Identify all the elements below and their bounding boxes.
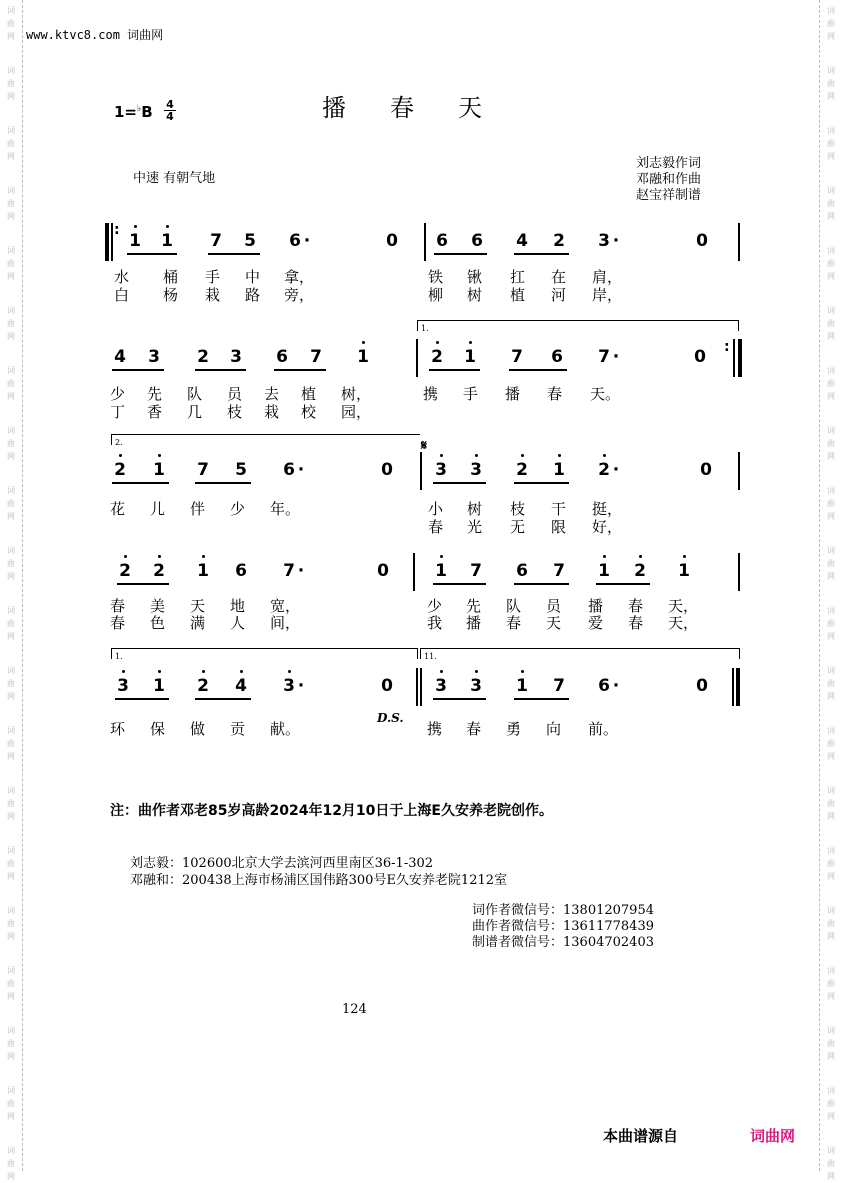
- lyric-verse1: 锹: [467, 268, 483, 286]
- watermark-text: 词 曲 网: [7, 786, 15, 821]
- jianpu-note: 6: [471, 231, 483, 251]
- volta-bracket: [417, 320, 739, 331]
- lyric-verse1: 天。: [590, 385, 621, 403]
- watermark-text: 词 曲 网: [827, 1146, 835, 1181]
- lyric-verse1: 天: [190, 597, 206, 615]
- key-prefix: 1=: [114, 103, 138, 121]
- lyric-verse2: 枝: [227, 403, 243, 421]
- watermark-text: 词 曲 网: [7, 306, 15, 341]
- watermark-text: 词 曲 网: [827, 246, 835, 281]
- key-flat: ♭: [137, 104, 142, 114]
- jianpu-note: 1: [161, 231, 173, 251]
- lyric-verse1: 队: [506, 597, 522, 615]
- song-title: 播春天: [322, 94, 526, 122]
- lyric-verse2: 栽: [264, 403, 280, 421]
- lyric-verse2: 树: [467, 286, 483, 304]
- lyric-verse1: 少: [110, 385, 126, 403]
- lyric-verse2: 天: [546, 614, 562, 632]
- watermark-text: 词 曲 网: [7, 246, 15, 281]
- barline: [111, 223, 113, 261]
- watermark-text: 词 曲 网: [827, 186, 835, 221]
- octave-dot: [558, 454, 561, 457]
- octave-dot: [475, 670, 478, 673]
- jianpu-note: 6: [283, 460, 295, 480]
- watermark-text: 词 曲 网: [827, 366, 835, 401]
- jianpu-note: 2: [197, 347, 209, 367]
- jianpu-note: 2: [114, 460, 126, 480]
- jianpu-note: 0: [386, 231, 398, 251]
- watermark-text: 词 曲 网: [7, 726, 15, 761]
- jianpu-note: 1: [464, 347, 476, 367]
- ds-marking: D.S.: [377, 711, 404, 725]
- jianpu-note: 1: [553, 460, 565, 480]
- lyric-verse1: 员: [546, 597, 562, 615]
- lyric-verse2: 几: [187, 403, 203, 421]
- volta-bracket: [111, 648, 418, 659]
- eighth-beam: [433, 698, 486, 700]
- jianpu-note: 3: [470, 676, 482, 696]
- watermark-text: 词 曲 网: [827, 726, 835, 761]
- watermark-text: 词 曲 网: [827, 906, 835, 941]
- wechat-arranger: 制谱者微信号：13604702403: [472, 935, 654, 950]
- watermark-text: 词 曲 网: [7, 846, 15, 881]
- lyric-verse1: 少: [427, 597, 443, 615]
- lyric-verse1: 扛: [510, 268, 526, 286]
- segno-sign: 𝄋: [421, 438, 428, 454]
- final-barline: [736, 668, 740, 706]
- eighth-beam: [127, 253, 177, 255]
- duration-dot: ·: [297, 561, 305, 581]
- eighth-beam: [112, 369, 164, 371]
- jianpu-note: 2: [431, 347, 443, 367]
- lyric-verse1: 播: [505, 385, 521, 403]
- watermark-text: 词 曲 网: [827, 66, 835, 101]
- jianpu-note: 3: [283, 676, 295, 696]
- jianpu-note: 0: [694, 347, 706, 367]
- duration-dot: ·: [612, 231, 620, 251]
- eighth-beam: [429, 369, 480, 371]
- jianpu-note: 3: [435, 460, 447, 480]
- lyric-verse2: 人: [230, 614, 246, 632]
- watermark-text: 词 曲 网: [827, 1026, 835, 1061]
- octave-dot: [202, 670, 205, 673]
- octave-dot: [603, 454, 606, 457]
- jianpu-note: 5: [244, 231, 256, 251]
- footnote: 注：曲作者邓老85岁高龄2024年12月10日于上海E久安养老院创作。: [110, 803, 553, 819]
- watermark-text: 词 曲 网: [827, 306, 835, 341]
- meter-top: 4: [166, 98, 174, 111]
- eighth-beam: [117, 583, 169, 585]
- eighth-beam: [596, 583, 650, 585]
- lyric-verse1: 春: [110, 597, 126, 615]
- lyric-verse1: 手: [205, 268, 221, 286]
- barline: [420, 668, 422, 706]
- octave-dot: [469, 341, 472, 344]
- lyric-verse2: 间，: [270, 614, 301, 632]
- octave-dot: [521, 454, 524, 457]
- eighth-beam: [514, 253, 569, 255]
- source-label: 本曲谱源自: [603, 1127, 679, 1145]
- lyric-verse1: 员: [227, 385, 243, 403]
- final-barline: [738, 339, 742, 377]
- lyric-verse1: 前。: [588, 720, 619, 738]
- octave-dot: [158, 670, 161, 673]
- duration-dot: ·: [612, 676, 620, 696]
- jianpu-note: 6: [598, 676, 610, 696]
- lyric-verse2: 丁: [110, 403, 126, 421]
- eighth-beam: [195, 698, 251, 700]
- meter-bottom: 4: [164, 110, 176, 122]
- jianpu-note: 6: [289, 231, 301, 251]
- jianpu-note: 0: [700, 460, 712, 480]
- key-signature: [114, 103, 153, 121]
- jianpu-note: 1: [598, 561, 610, 581]
- lyric-verse2: 无: [510, 518, 526, 536]
- lyric-verse2: 好，: [592, 518, 623, 536]
- lyric-verse1: 保: [150, 720, 166, 738]
- watermark-text: 词 曲 网: [7, 1146, 15, 1181]
- jianpu-note: 7: [210, 231, 222, 251]
- watermark-text: 词 曲 网: [7, 1086, 15, 1121]
- eighth-beam: [433, 583, 486, 585]
- octave-dot: [124, 555, 127, 558]
- barline: [738, 553, 740, 591]
- duration-dot: ·: [297, 460, 305, 480]
- lyric-verse1: 环: [110, 720, 126, 738]
- octave-dot: [288, 670, 291, 673]
- lyric-verse1: 铁: [428, 268, 444, 286]
- lyric-verse1: 儿: [150, 500, 166, 518]
- watermark-text: 词 曲 网: [7, 1026, 15, 1061]
- lyric-verse2: 路: [245, 286, 261, 304]
- volta-label: 1.: [421, 324, 429, 333]
- jianpu-note: 3: [470, 460, 482, 480]
- jianpu-note: 7: [310, 347, 322, 367]
- watermark-text: 词 曲 网: [827, 846, 835, 881]
- watermark-text: 词 曲 网: [827, 486, 835, 521]
- lyric-verse1: 地: [230, 597, 246, 615]
- lyric-verse2: 满: [190, 614, 206, 632]
- lyric-verse1: 花: [110, 500, 126, 518]
- jianpu-note: 6: [276, 347, 288, 367]
- wechat-lyricist: 词作者微信号：13801207954: [472, 903, 654, 918]
- lyric-verse2: 香: [147, 403, 163, 421]
- jianpu-note: 4: [114, 347, 126, 367]
- lyric-verse1: 伴: [190, 500, 206, 518]
- lyric-verse1: 去: [264, 385, 280, 403]
- volta-bracket: [111, 434, 420, 445]
- watermark-text: 词 曲 网: [7, 906, 15, 941]
- lyric-verse1: 植: [301, 385, 317, 403]
- lyric-verse1: 枝: [510, 500, 526, 518]
- lyric-verse1: 小: [428, 500, 444, 518]
- eighth-beam: [433, 482, 486, 484]
- watermark-text: 词 曲 网: [7, 66, 15, 101]
- duration-dot: ·: [612, 460, 620, 480]
- watermark-text: 词 曲 网: [827, 126, 835, 161]
- composer-credit: 邓融和作曲: [636, 172, 702, 187]
- jianpu-note: 6: [436, 231, 448, 251]
- lyric-verse1: 先: [466, 597, 482, 615]
- watermark-text: 词 曲 网: [827, 1086, 835, 1121]
- lyric-verse1: 向: [546, 720, 562, 738]
- jianpu-note: 3: [117, 676, 129, 696]
- lyric-verse1: 水: [114, 268, 130, 286]
- barline: [416, 339, 418, 377]
- octave-dot: [436, 341, 439, 344]
- jianpu-note: 0: [696, 231, 708, 251]
- lyric-verse2: 栽: [205, 286, 221, 304]
- source-site-link[interactable]: 词曲网: [750, 1127, 796, 1145]
- octave-dot: [475, 454, 478, 457]
- jianpu-note: 5: [235, 460, 247, 480]
- site-url[interactable]: www.ktvc8.com 词曲网: [26, 28, 164, 42]
- lyric-verse1: 播: [588, 597, 604, 615]
- watermark-text: 词 曲 网: [7, 546, 15, 581]
- lyric-verse1: 树，: [341, 385, 372, 403]
- eighth-beam: [514, 482, 569, 484]
- jianpu-note: 4: [235, 676, 247, 696]
- watermark-text: 词 曲 网: [827, 546, 835, 581]
- jianpu-note: 6: [551, 347, 563, 367]
- jianpu-note: 1: [153, 676, 165, 696]
- jianpu-note: 1: [435, 561, 447, 581]
- duration-dot: ·: [297, 676, 305, 696]
- lyric-verse1: 先: [147, 385, 163, 403]
- arranger-credit: 赵宝祥制谱: [636, 188, 702, 203]
- jianpu-note: 7: [553, 561, 565, 581]
- lyric-verse1: 肩，: [592, 268, 623, 286]
- barline: [424, 223, 426, 261]
- octave-dot: [639, 555, 642, 558]
- octave-dot: [119, 454, 122, 457]
- lyric-verse2: 岸，: [592, 286, 623, 304]
- jianpu-note: 1: [357, 347, 369, 367]
- octave-dot: [440, 454, 443, 457]
- eighth-beam: [195, 482, 251, 484]
- lyric-verse2: 春: [110, 614, 126, 632]
- eighth-beam: [514, 698, 569, 700]
- watermark-text: 词 曲 网: [7, 606, 15, 641]
- address-composer: 邓融和：200438上海市杨浦区国伟路300号E久安养老院1212室: [130, 873, 508, 888]
- lyric-verse2: 校: [301, 403, 317, 421]
- jianpu-note: 2: [119, 561, 131, 581]
- lyric-verse2: 园，: [341, 403, 372, 421]
- barline: [416, 668, 418, 706]
- lyric-verse1: 中: [245, 268, 261, 286]
- duration-dot: ·: [612, 347, 620, 367]
- lyric-verse1: 献。: [270, 720, 301, 738]
- lyric-verse2: 爱: [588, 614, 604, 632]
- jianpu-note: 1: [678, 561, 690, 581]
- eighth-beam: [274, 369, 326, 371]
- jianpu-note: 3: [230, 347, 242, 367]
- eighth-beam: [434, 253, 487, 255]
- octave-dot: [603, 555, 606, 558]
- repeat-start-dots: :: [114, 222, 120, 238]
- jianpu-note: 3: [148, 347, 160, 367]
- watermark-text: 词 曲 网: [7, 366, 15, 401]
- lyric-verse1: 在: [551, 268, 567, 286]
- lyric-verse2: 春: [428, 518, 444, 536]
- barline: [732, 668, 734, 706]
- jianpu-note: 6: [516, 561, 528, 581]
- lyric-verse1: 拿，: [284, 268, 315, 286]
- octave-dot: [683, 555, 686, 558]
- octave-dot: [240, 670, 243, 673]
- jianpu-note: 2: [197, 676, 209, 696]
- lyric-verse2: 天，: [668, 614, 699, 632]
- lyric-verse2: 河: [551, 286, 567, 304]
- octave-dot: [440, 555, 443, 558]
- address-lyricist: 刘志毅：102600北京大学去滨河西里南区36-1-302: [130, 856, 434, 871]
- watermark-text: 词 曲 网: [7, 966, 15, 1001]
- volta-label: 2.: [115, 438, 123, 447]
- barline: [733, 339, 735, 377]
- lyric-verse1: 做: [190, 720, 206, 738]
- lyric-verse1: 少: [230, 500, 246, 518]
- barline: [738, 223, 740, 261]
- watermark-text: 词 曲 网: [7, 126, 15, 161]
- volta-label: 11.: [424, 652, 437, 661]
- jianpu-note: 1: [129, 231, 141, 251]
- octave-dot: [202, 555, 205, 558]
- octave-dot: [158, 454, 161, 457]
- lyric-verse1: 手: [463, 385, 479, 403]
- lyric-verse2: 限: [551, 518, 567, 536]
- tempo-marking: 中速 有朝气地: [133, 171, 216, 186]
- lyric-verse1: 树: [467, 500, 483, 518]
- key-note: B: [141, 103, 153, 121]
- eighth-beam: [509, 369, 567, 371]
- lyric-verse2: 我: [427, 614, 443, 632]
- eighth-beam: [195, 369, 246, 371]
- watermark-text: 词 曲 网: [827, 786, 835, 821]
- watermark-text: 词 曲 网: [7, 666, 15, 701]
- repeat-end-dots: :: [724, 339, 730, 355]
- jianpu-note: 1: [516, 676, 528, 696]
- lyric-verse1: 携: [423, 385, 439, 403]
- lyric-verse2: 旁，: [284, 286, 315, 304]
- watermark-text: 词 曲 网: [827, 966, 835, 1001]
- octave-dot: [158, 555, 161, 558]
- octave-dot: [166, 225, 169, 228]
- eighth-beam: [208, 253, 260, 255]
- jianpu-note: 2: [553, 231, 565, 251]
- lyric-verse1: 美: [150, 597, 166, 615]
- eighth-beam: [514, 583, 569, 585]
- lyric-verse1: 宽，: [270, 597, 301, 615]
- wechat-composer: 曲作者微信号：13611778439: [472, 919, 654, 934]
- jianpu-note: 7: [598, 347, 610, 367]
- lyric-verse2: 春: [628, 614, 644, 632]
- lyric-verse2: 柳: [428, 286, 444, 304]
- barline: [738, 452, 740, 490]
- jianpu-note: 1: [153, 460, 165, 480]
- jianpu-note: 2: [598, 460, 610, 480]
- lyric-verse1: 勇: [506, 720, 522, 738]
- jianpu-note: 7: [511, 347, 523, 367]
- octave-dot: [122, 670, 125, 673]
- jianpu-note: 0: [381, 676, 393, 696]
- jianpu-note: 4: [516, 231, 528, 251]
- lyric-verse1: 春: [628, 597, 644, 615]
- lyric-verse2: 色: [150, 614, 166, 632]
- lyric-verse1: 天，: [668, 597, 699, 615]
- eighth-beam: [115, 698, 169, 700]
- lyric-verse1: 贡: [230, 720, 246, 738]
- jianpu-note: 2: [634, 561, 646, 581]
- octave-dot: [440, 670, 443, 673]
- volta-label: 1.: [115, 652, 123, 661]
- jianpu-note: 7: [470, 561, 482, 581]
- barline: [413, 553, 415, 591]
- jianpu-note: 2: [153, 561, 165, 581]
- lyric-verse2: 光: [467, 518, 483, 536]
- lyric-verse2: 植: [510, 286, 526, 304]
- jianpu-note: 1: [197, 561, 209, 581]
- jianpu-note: 2: [516, 460, 528, 480]
- lyric-verse1: 携: [427, 720, 443, 738]
- octave-dot: [134, 225, 137, 228]
- watermark-text: 词 曲 网: [7, 186, 15, 221]
- jianpu-note: 7: [197, 460, 209, 480]
- lyric-verse2: 播: [466, 614, 482, 632]
- lyric-verse1: 干: [551, 500, 567, 518]
- jianpu-note: 3: [598, 231, 610, 251]
- jianpu-note: 0: [696, 676, 708, 696]
- lyricist-credit: 刘志毅作词: [636, 156, 702, 171]
- watermark-text: 词 曲 网: [827, 6, 835, 41]
- octave-dot: [362, 341, 365, 344]
- final-barline: [105, 223, 109, 261]
- lyric-verse1: 桶: [163, 268, 179, 286]
- octave-dot: [521, 670, 524, 673]
- eighth-beam: [112, 482, 169, 484]
- watermark-text: 词 曲 网: [7, 426, 15, 461]
- barline: [420, 452, 422, 490]
- lyric-verse1: 挺，: [592, 500, 623, 518]
- jianpu-note: 7: [553, 676, 565, 696]
- jianpu-note: 0: [377, 561, 389, 581]
- duration-dot: ·: [303, 231, 311, 251]
- jianpu-note: 7: [283, 561, 295, 581]
- jianpu-note: 3: [435, 676, 447, 696]
- lyric-verse2: 春: [506, 614, 522, 632]
- volta-bracket: [420, 648, 740, 659]
- watermark-text: 词 曲 网: [827, 666, 835, 701]
- watermark-text: 词 曲 网: [7, 6, 15, 41]
- lyric-verse2: 杨: [163, 286, 179, 304]
- watermark-text: 词 曲 网: [827, 606, 835, 641]
- jianpu-note: 6: [235, 561, 247, 581]
- lyric-verse1: 春: [547, 385, 563, 403]
- page-number: 124: [342, 1002, 367, 1017]
- time-signature: [164, 99, 176, 122]
- lyric-verse1: 春: [466, 720, 482, 738]
- watermark-text: 词 曲 网: [827, 426, 835, 461]
- lyric-verse1: 年。: [270, 500, 301, 518]
- lyric-verse2: 白: [114, 286, 130, 304]
- lyric-verse1: 队: [187, 385, 203, 403]
- watermark-text: 词 曲 网: [7, 486, 15, 521]
- jianpu-note: 0: [381, 460, 393, 480]
